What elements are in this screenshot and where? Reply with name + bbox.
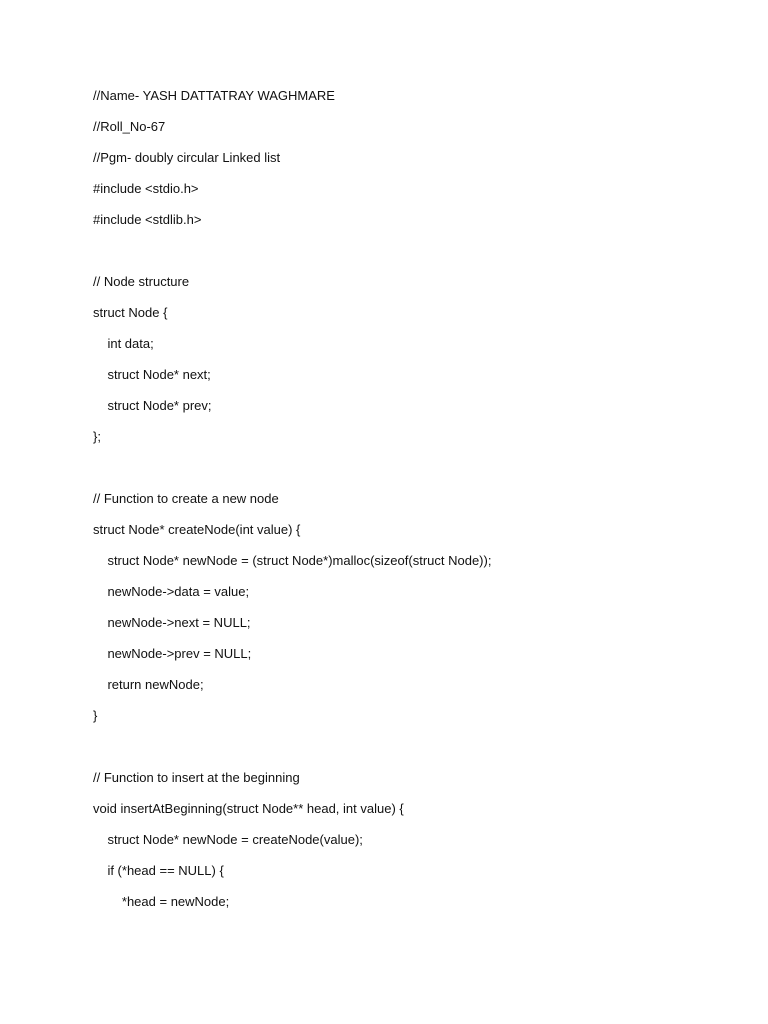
comment-node-structure: // Node structure	[93, 274, 190, 289]
comment-program: //Pgm- doubly circular Linked list	[93, 150, 281, 165]
code-line: newNode->next = NULL;	[93, 615, 251, 630]
code-line: newNode->prev = NULL;	[93, 646, 252, 661]
include-stdlib: #include <stdlib.h>	[93, 212, 202, 227]
code-line: int data;	[93, 336, 154, 351]
code-line: return newNode;	[93, 677, 204, 692]
code-line: struct Node* newNode = (struct Node*)malloc(sizeof(struct Node));	[93, 553, 492, 568]
code-line: struct Node* prev;	[93, 398, 212, 413]
comment-name: //Name- YASH DATTATRAY WAGHMARE	[93, 88, 335, 103]
code-line: void insertAtBeginning(struct Node** head, int value) {	[93, 801, 404, 816]
code-line: *head = newNode;	[93, 894, 230, 909]
code-listing	[93, 86, 728, 923]
include-stdio: #include <stdio.h>	[93, 181, 199, 196]
code-line: struct Node {	[93, 305, 168, 320]
code-line: struct Node* createNode(int value) {	[93, 522, 301, 537]
blank-line	[93, 458, 728, 478]
comment-create-node: // Function to create a new node	[93, 491, 279, 506]
code-line: if (*head == NULL) {	[93, 863, 224, 878]
code-line: };	[93, 429, 101, 444]
blank-line	[93, 241, 728, 261]
code-line: struct Node* next;	[93, 367, 211, 382]
code-line: }	[93, 708, 98, 723]
code-line: struct Node* newNode = createNode(value);	[93, 832, 363, 847]
comment-insert-beginning: // Function to insert at the beginning	[93, 770, 300, 785]
comment-roll-no: //Roll_No-67	[93, 119, 166, 134]
code-line: newNode->data = value;	[93, 584, 250, 599]
blank-line	[93, 737, 728, 757]
